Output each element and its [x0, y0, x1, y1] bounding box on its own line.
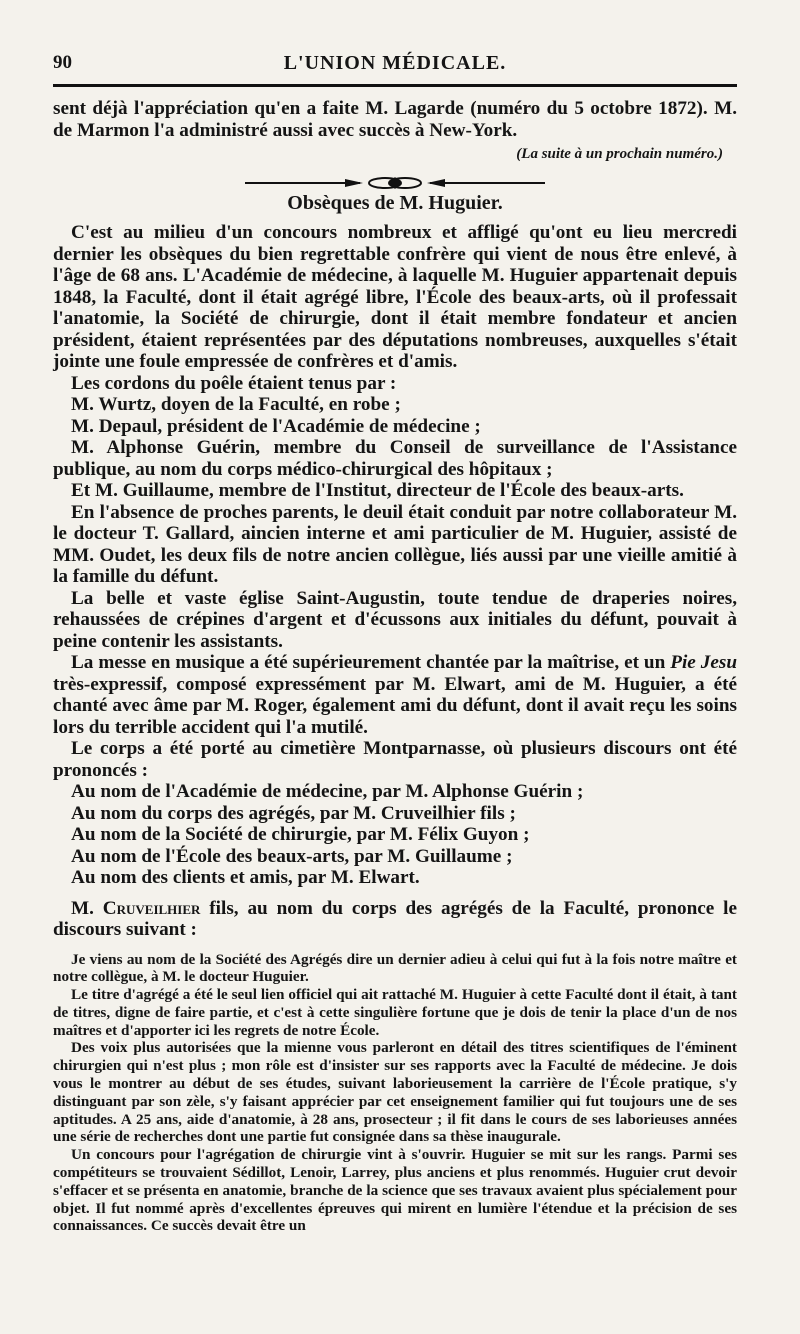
cordon-item: M. Wurtz, doyen de la Faculté, en robe ; — [71, 394, 401, 415]
page-number: 90 — [53, 52, 72, 73]
article-paragraph-6: Le corps a été porté au cimetière Montparnasse, où plusieurs discours ont été prononcés : — [53, 738, 737, 781]
speech-text — [53, 951, 737, 1236]
cordon-item: M. Depaul, président de l'Académie de médecine ; — [71, 415, 481, 437]
p5-italic: Pie Jesu — [670, 652, 737, 673]
p5-text-b: très-expressif, composé expressément par M. Elwart, ami de M. Huguier, a été chanté avec âme par M. Roger, également ami du défunt, dont il avait reçu les soins lors du terrible accident qui l'a mutilé. — [53, 673, 737, 738]
speaker-name: M. Cruveilhier — [71, 897, 201, 919]
body-text — [53, 98, 737, 941]
continuation-note: (La suite à un prochain numéro.) — [516, 146, 723, 162]
discours-item: Au nom des clients et amis, par M. Elwart. — [71, 867, 420, 888]
page-header — [53, 50, 737, 86]
article-paragraph-7 — [53, 898, 737, 941]
p5-text-a: La messe en musique a été supérieurement chantée par la maîtrise, et un — [71, 652, 671, 673]
speech-paragraph: Je viens au nom de la Société des Agrégés dire un dernier adieu à celui qui fut à la fois notre maître et notre collègue, à M. le docteur Huguier. — [53, 950, 737, 986]
speech-paragraph: Un concours pour l'agrégation de chirurgie vint à s'ouvrir. Huguier se mit sur les rangs. Parmi ses compétiteurs se trouvaient Sédillot, Lenoir, Larrey, plus anciens et plus renommés. Huguier crut devoir s'effacer et se présenta en anatomie, branche de la science que ses travaux avaient plus spécialement pour objet. Il fut nommé après d'excellentes épreuves qui mirent en lumière l'étendue et la précision de ses connaissances. Ce succès devait être un — [53, 1146, 737, 1235]
ornament-divider — [53, 176, 737, 190]
article-paragraph-3: En l'absence de proches parents, le deuil était conduit par notre collaborateur M. le docteur T. Gallard, aincien interne et ami particulier de M. Huguier, assisté de MM. Oudet, les deux fils de notre ancien collègue, liés aussi par une vieille amitié à la famille du défunt. — [53, 501, 737, 587]
speech-paragraph: Le titre d'agrégé a été le seul lien officiel qui ait rattaché M. Huguier à cette Faculté dont il était, à tant de titres, digne de faire partie, et c'est à cette singulière fortune que je dois de tenir la place d'un de nos maîtres et d'apporter ici les regrets de notre École. — [53, 986, 737, 1039]
article-paragraph-5 — [53, 652, 737, 738]
header-rule — [53, 84, 737, 87]
article-paragraph-1: C'est au milieu d'un concours nombreux et affligé qu'ont eu lieu mercredi dernier les obsèques du bien regrettable confrère qui vient de nous être enlevé, à l'âge de 68 ans. L'Académie de médecine, à laquelle M. Huguier appartenait depuis 1848, la Faculté, dont il était agrégé libre, l'École des beaux-arts, où il professait l'anatomie, la Société de chirurgie, dont il était membre fondateur et ancien président, étaient représentées par des députations nombreuses, auxquelles s'était jointe une foule empressée de confrères et d'amis. — [53, 222, 737, 372]
discours-item: Au nom de l'Académie de médecine, par M. Alphonse Guérin ; — [71, 781, 584, 802]
page — [53, 50, 737, 1235]
intro-paragraph: sent déjà l'appréciation qu'en a faite M. Lagarde (numéro du 5 octobre 1872). M. de Marmon l'a administré aussi avec succès à New-York. — [53, 98, 737, 141]
discours-item: Au nom de la Société de chirurgie, par M. Félix Guyon ; — [71, 824, 530, 845]
article-paragraph-2: Les cordons du poêle étaient tenus par : — [71, 372, 397, 394]
speech-paragraph: Des voix plus autorisées que la mienne vous parleront en détail des titres scientifiques de l'éminent chirurgien qui n'est plus ; mon rôle est d'insister sur ses rapports avec la Faculté de médecine. Je dois vous le montrer au début de ses études, suivant laborieusement la carrière de l'École pratique, s'y distinguant par son zèle, s'y faisant apprécier par cet enseignement familier qui fut toujours une de ses aptitudes. A 25 ans, aide d'anatomie, à 28 ans, prosecteur ; il fit dans le cours de ses laborieuses années une série de recherches dont une partie fut consignée dans sa thèse inaugurale. — [53, 1039, 737, 1146]
article-paragraph-4: La belle et vaste église Saint-Augustin, toute tendue de draperies noires, rehaussées de crépines d'argent et d'écussons aux initiales du défunt, pouvait à peine contenir les assistants. — [53, 587, 737, 652]
p7-text: fils, au nom du corps des agrégés de la Faculté, prononce le discours suivant : — [53, 897, 737, 940]
discours-item: Au nom du corps des agrégés, par M. Cruveilhier fils ; — [71, 802, 516, 824]
cordon-item: M. Alphonse Guérin, membre du Conseil de surveillance de l'Assistance publique, au nom du corps médico-chirurgical des hôpitaux ; — [53, 437, 737, 480]
cordon-item: Et M. Guillaume, membre de l'Institut, directeur de l'École des beaux-arts. — [71, 480, 684, 501]
running-title: L'UNION MÉDICALE. — [283, 52, 507, 74]
discours-item: Au nom de l'École des beaux-arts, par M. Guillaume ; — [71, 845, 513, 867]
ornament-icon — [245, 176, 545, 190]
article-title: Obsèques de M. Huguier. — [287, 191, 503, 214]
